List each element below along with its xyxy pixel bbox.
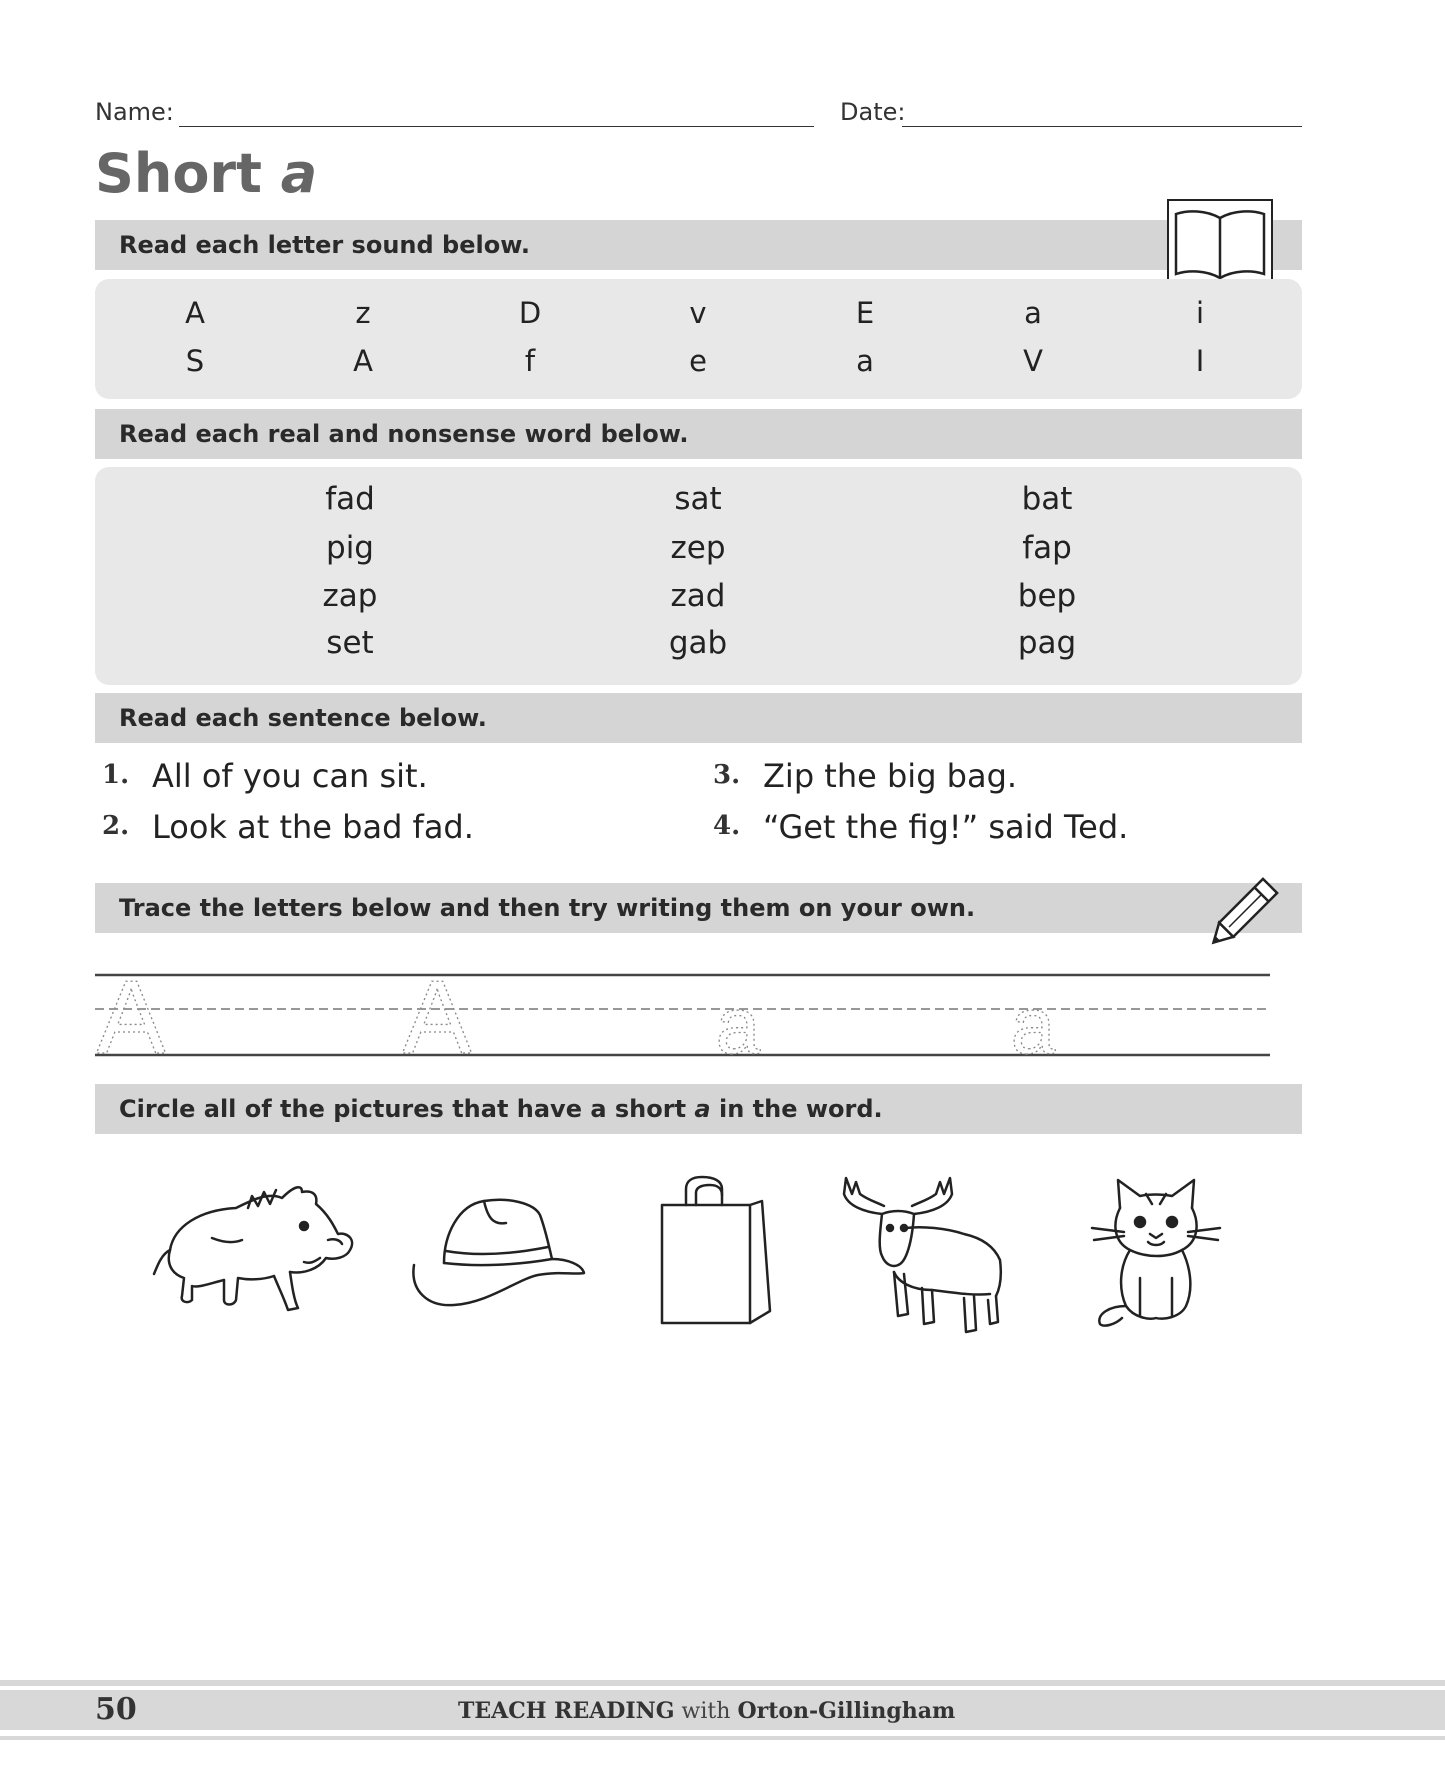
sentence-number: 2.: [102, 811, 130, 841]
sentence-number: 1.: [102, 760, 130, 790]
word-cell: bep: [1017, 578, 1077, 614]
name-field[interactable]: [179, 126, 814, 127]
trace-letter: A: [402, 960, 472, 1060]
word-cell: fap: [1022, 530, 1072, 566]
sentence-text: All of you can sit.: [152, 757, 428, 795]
letters-instruction: Read each letter sound below.: [119, 231, 530, 259]
trace-letter: a: [715, 981, 761, 1060]
letter-cell: f: [524, 344, 536, 378]
letter-cell: S: [185, 344, 205, 378]
word-cell: gab: [668, 625, 728, 661]
title-main: Short: [95, 142, 262, 205]
cowboy-hat-picture[interactable]: [408, 1195, 586, 1311]
letter-cell: E: [855, 296, 875, 330]
date-label: Date:: [840, 98, 906, 126]
word-cell: sat: [674, 481, 722, 517]
pencil-icon: [1198, 862, 1294, 958]
footer-title-part3: Orton-Gillingham: [737, 1698, 956, 1724]
footer-title-part1: TEACH READING: [458, 1698, 675, 1724]
trace-instruction: Trace the letters below and then try writing them on your own.: [119, 894, 976, 922]
page-title: [95, 142, 317, 205]
letter-cell: I: [1195, 344, 1205, 378]
circle-instruction-post: in the word.: [710, 1095, 883, 1123]
sentence-text: “Get the fig!” said Ted.: [763, 808, 1129, 846]
word-cell: pag: [1017, 625, 1077, 661]
bag-picture[interactable]: [656, 1175, 776, 1325]
circle-instruction-letter: a: [694, 1095, 711, 1123]
letter-cell: v: [689, 296, 707, 330]
letter-cell: V: [1023, 344, 1043, 378]
word-cell: bat: [1021, 481, 1073, 517]
word-cell: fad: [325, 481, 375, 517]
footer-title-part2: with: [674, 1699, 738, 1724]
letter-cell: A: [353, 344, 373, 378]
letters-instruction-bar: [95, 220, 1302, 270]
circle-instruction-pre: Circle all of the pictures that have a short: [119, 1095, 695, 1123]
word-cell: zad: [670, 578, 726, 614]
sentences-instruction: Read each sentence below.: [119, 704, 487, 732]
footer-band-bottom: [0, 1736, 1445, 1740]
letter-cell: z: [355, 296, 371, 330]
book-icon: [1166, 198, 1274, 288]
word-cell: zap: [322, 578, 378, 614]
trace-letter: a: [1010, 981, 1056, 1060]
moose-picture[interactable]: [842, 1172, 1010, 1337]
letter-cell: a: [1024, 296, 1042, 330]
sentence-text: Look at the bad fad.: [152, 808, 474, 846]
words-instruction-bar: [95, 409, 1302, 459]
letter-cell: A: [185, 296, 205, 330]
tracing-lines[interactable]: [95, 960, 1270, 1060]
date-field[interactable]: [902, 126, 1302, 127]
sentence-number: 3.: [713, 760, 741, 790]
name-date-row: [95, 96, 1302, 132]
word-cell: set: [326, 625, 374, 661]
title-letter: a: [280, 142, 318, 205]
letter-cell: a: [856, 344, 874, 378]
boar-picture[interactable]: [152, 1178, 357, 1316]
letter-cell: D: [518, 296, 542, 330]
name-label: Name:: [95, 98, 174, 126]
trace-instruction-bar: [95, 883, 1302, 933]
footer-band-top: [0, 1680, 1445, 1686]
footer-title: [458, 1698, 955, 1724]
word-cell: pig: [326, 530, 374, 566]
cat-picture[interactable]: [1090, 1178, 1222, 1328]
letter-cell: e: [689, 344, 707, 378]
sentence-text: Zip the big bag.: [763, 757, 1018, 795]
letters-panel: [95, 279, 1302, 399]
sentences-instruction-bar: [95, 693, 1302, 743]
page-number: 50: [95, 1692, 137, 1727]
circle-instruction-bar: [95, 1084, 1302, 1134]
words-instruction: Read each real and nonsense word below.: [119, 420, 689, 448]
trace-letter: A: [96, 960, 166, 1060]
word-cell: zep: [670, 530, 726, 566]
words-panel: [95, 467, 1302, 685]
letter-cell: i: [1195, 296, 1205, 330]
sentence-number: 4.: [713, 811, 741, 841]
